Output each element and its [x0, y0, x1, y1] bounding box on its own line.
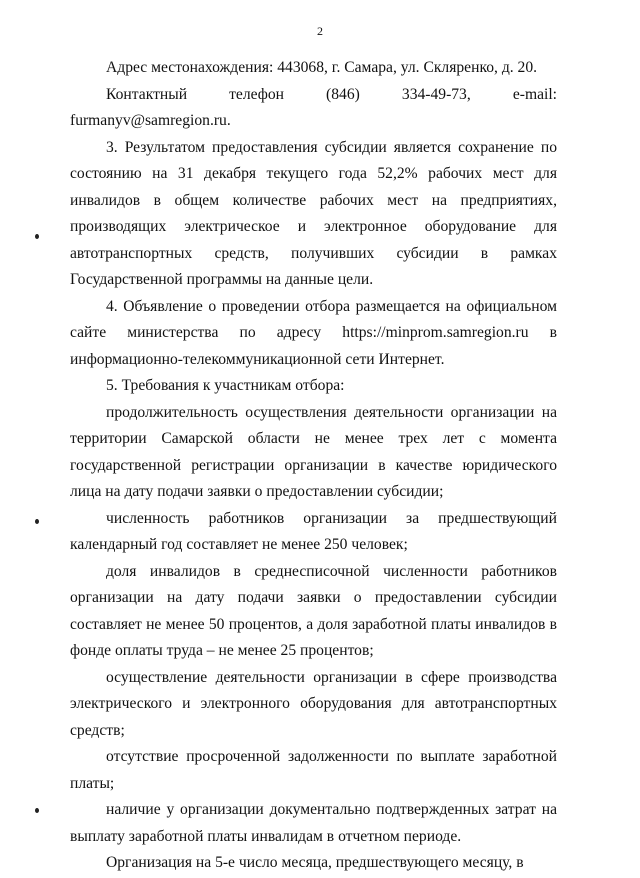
- result-paragraph: 3. Результатом предоставления субсидии является сохранение по состоянию на 31 декабря текущего года 52,2% рабочих мест для инвалидов в общем количестве рабочих мест на предприятиях, производящих электрическое и электронное оборудование для автотранспортных средств, получивших субсидии в рамках Государственной программы на данные цели.: [70, 138, 557, 288]
- final-paragraph: Организация на 5-е число месяца, предшествующего месяцу, в: [106, 854, 524, 871]
- contact-paragraph: Контактный телефон (846) 334-49-73, e-mail: furmanyv@samregion.ru.: [70, 85, 557, 129]
- requirement-no-debt: отсутствие просроченной задолженности по выплате заработной платы;: [70, 748, 557, 792]
- requirement-activity: осуществление деятельности организации в сфере производства электрического и электронного оборудования для автотранспортных средств;: [70, 668, 557, 739]
- address-paragraph: Адрес местонахождения: 443068, г. Самара, ул. Скляренко, д. 20.: [106, 59, 538, 76]
- page-number: 2: [317, 24, 323, 38]
- announcement-paragraph: 4. Объявление о проведении отбора размещается на официальном сайте министерства по адресу https://minprom.samregion.ru в информационно-телекоммуникационной сети Интернет.: [70, 297, 557, 368]
- scan-speck: [35, 808, 39, 813]
- requirement-costs: наличие у организации документально подтвержденных затрат на выплату заработной платы инвалидам в отчетном периоде.: [70, 801, 557, 845]
- requirement-disabled-share: доля инвалидов в среднесписочной численности работников организации на дату подачи заявки о предоставлении субсидии составляет не менее 50 процентов, а доля заработной платы инвалидов в фонде оплаты труда – не менее 25 процентов;: [70, 562, 557, 659]
- scan-speck: [35, 234, 39, 239]
- document-body: [70, 55, 557, 877]
- requirement-duration: продолжительность осуществления деятельности организации на территории Самарской области не менее трех лет с момента государственной регистрации организации в качестве юридического лица на дату подачи заявки о предоставлении субсидии;: [70, 403, 557, 500]
- requirement-headcount: численность работников организации за предшествующий календарный год составляет не менее 250 человек;: [70, 509, 557, 553]
- scan-speck: [35, 519, 39, 524]
- requirements-heading: 5. Требования к участникам отбора:: [106, 377, 345, 394]
